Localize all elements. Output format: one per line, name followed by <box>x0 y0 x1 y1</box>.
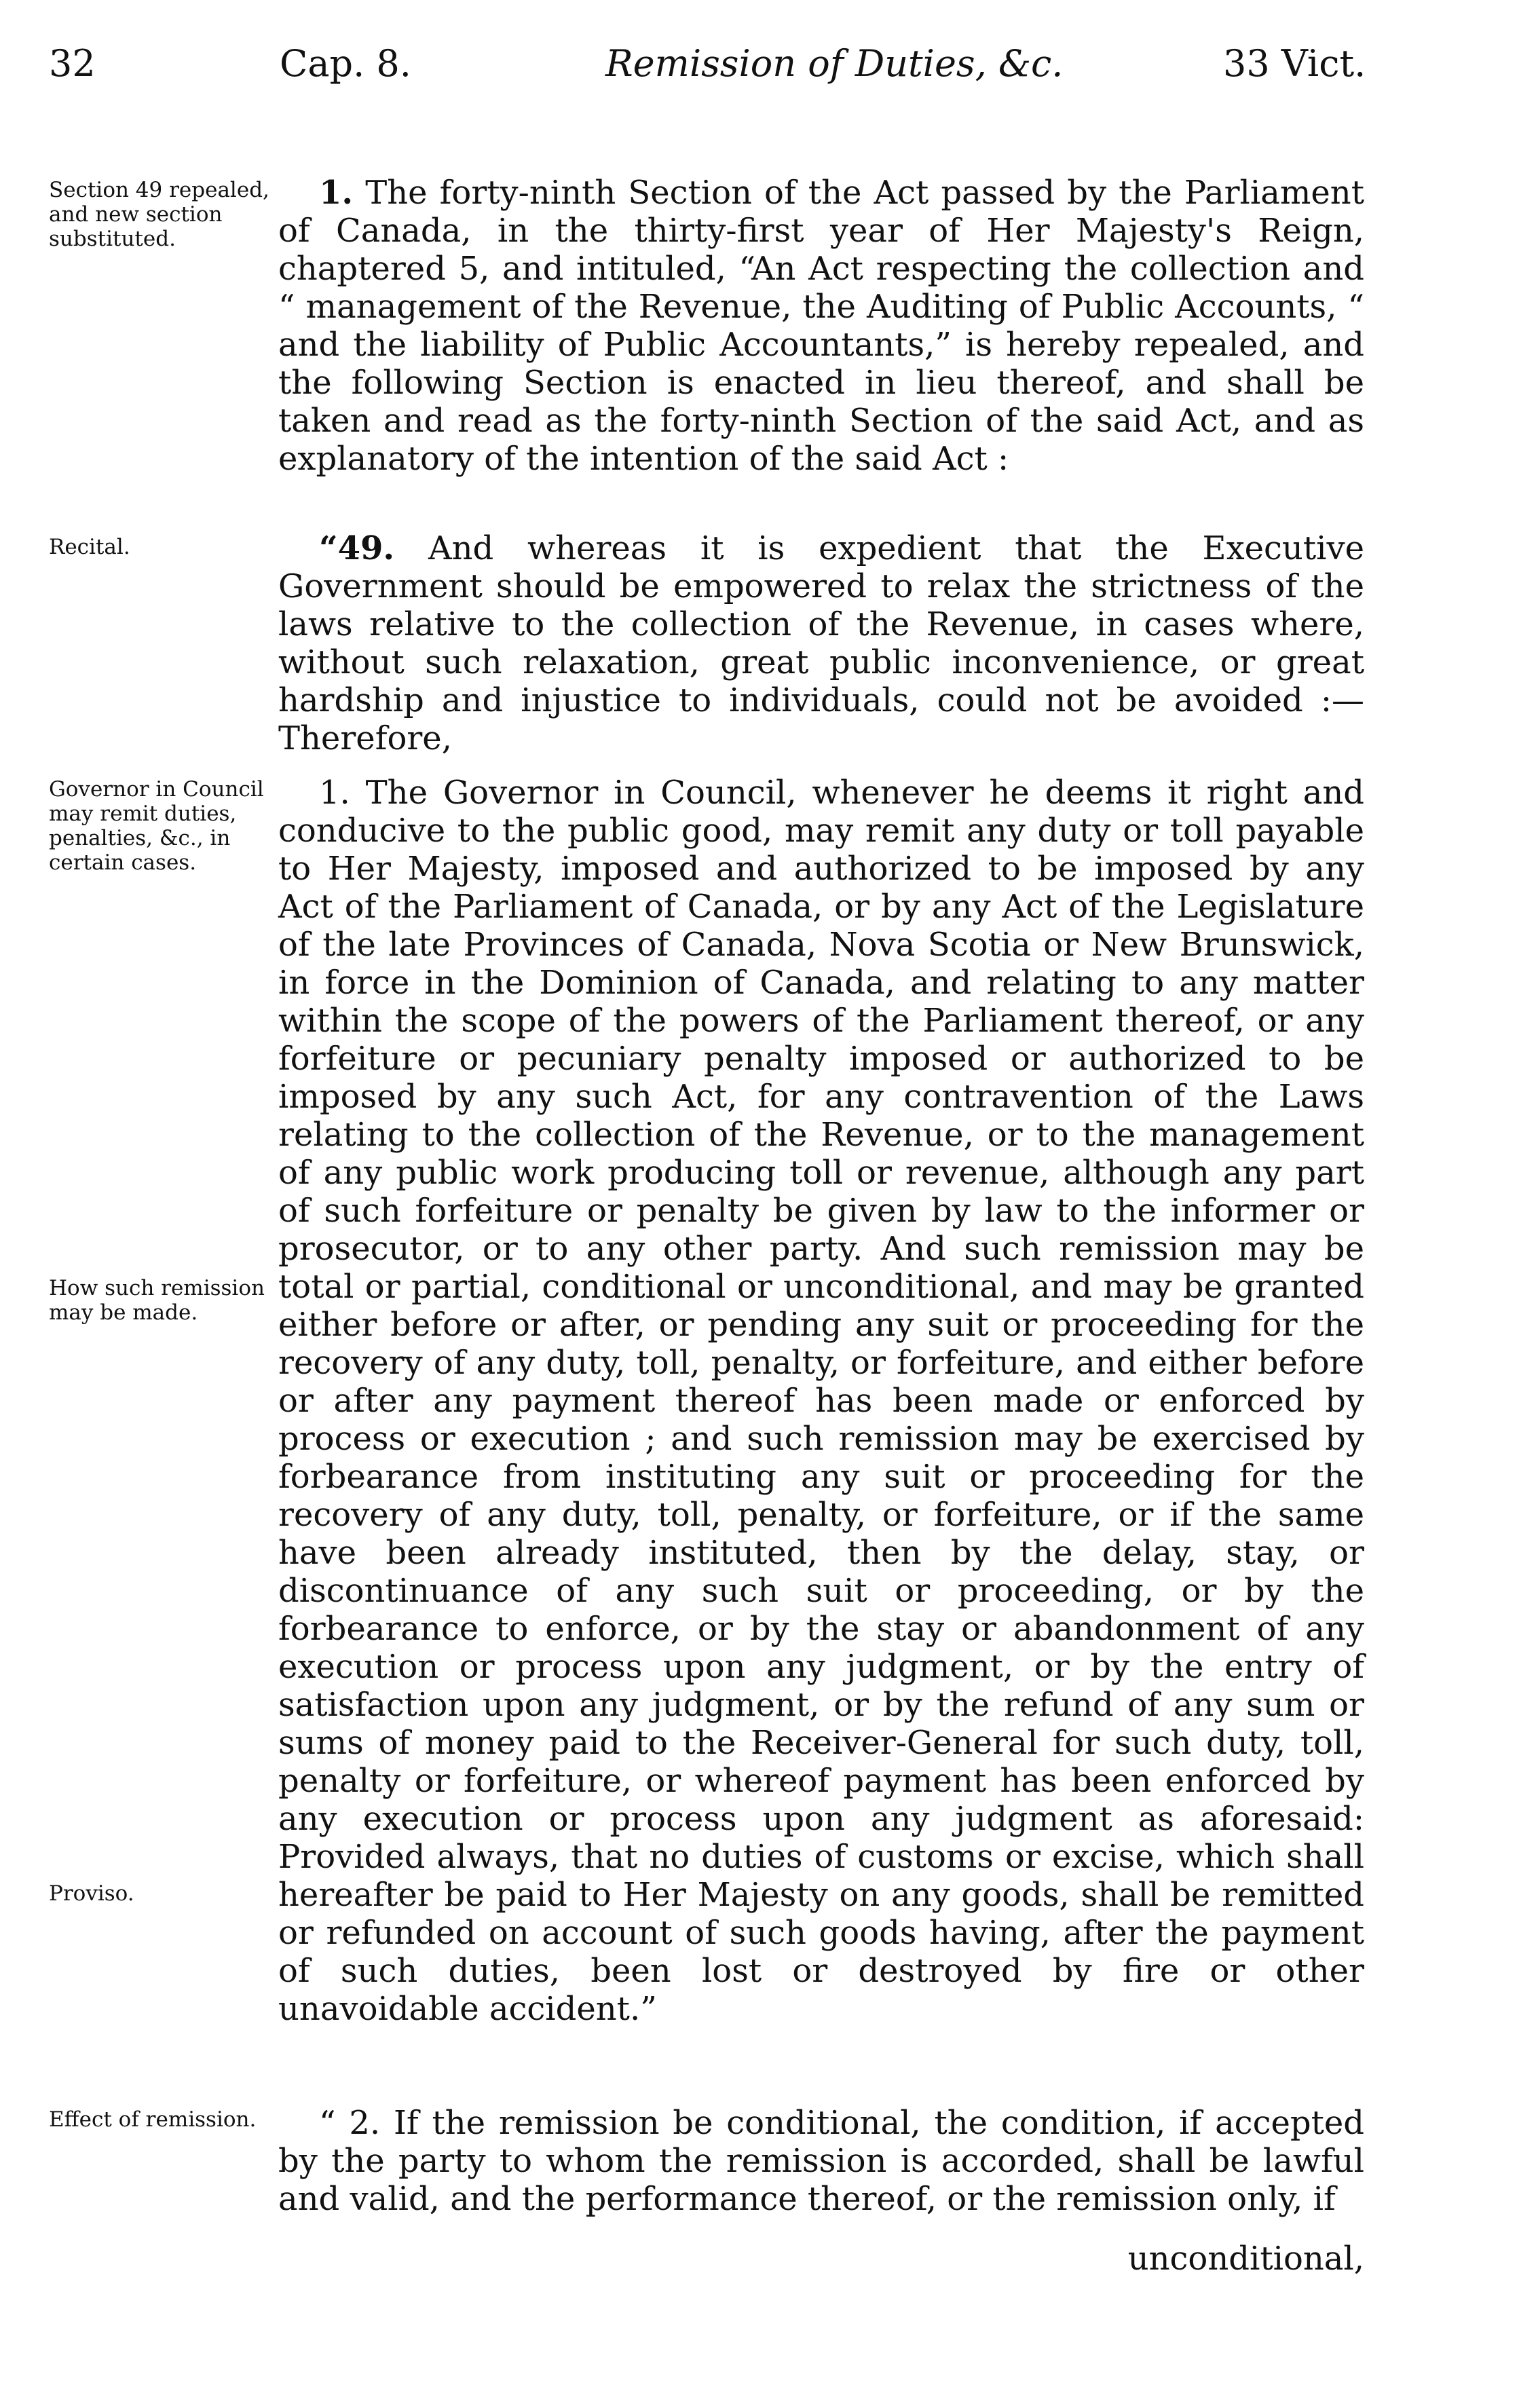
subsection-2 <box>278 2104 1364 2218</box>
section-number: “ 2. <box>319 2104 381 2142</box>
catchword: unconditional, <box>1127 2240 1364 2278</box>
running-header <box>49 42 1372 96</box>
margin-note-section-49: Section 49 repealed, and new section substituted. <box>49 178 269 251</box>
margin-note-governor: Governor in Council may remit duties, penalties, &c., in certain cases. <box>49 777 264 875</box>
section-text: If the remission be conditional, the condition, if accepted by the party to whom the remission is accorded, shall be lawful and valid, and the performance thereof, or the remission only, if <box>278 2104 1365 2218</box>
section-number: 1. <box>319 174 354 212</box>
subsection-1 <box>278 774 1364 2028</box>
running-title: Remission of Duties, &c. <box>605 42 1064 85</box>
section-49-recital <box>278 529 1364 757</box>
margin-note-effect: Effect of remission. <box>49 2107 257 2132</box>
section-text: The forty-ninth Section of the Act passed by the Parliament of Canada, in the thirty-first year of Her Majesty's Reign, chaptered 5, and intituled, “An Act respecting the collection and “ management of the Revenue, the Auditing of Public Accounts, “ and the liability of Public Accountants,” is hereby repealed, and the following Section is enacted in lieu thereof, and shall be taken and read as the forty-ninth Section of the said Act, and as explanatory of the intention of the said Act : <box>278 174 1364 478</box>
regnal-year: 33 Vict. <box>1223 42 1366 85</box>
page-number: 32 <box>49 42 96 85</box>
margin-note-proviso: Proviso. <box>49 1881 134 1906</box>
section-number: 1. <box>319 774 350 812</box>
margin-note-how-remission: How such remission may be made. <box>49 1276 265 1325</box>
margin-note-recital: Recital. <box>49 535 130 559</box>
chapter-label: Cap. 8. <box>280 42 411 85</box>
section-number: “49. <box>319 529 395 567</box>
section-1 <box>278 174 1364 478</box>
section-text: And whereas it is expedient that the Executive Government should be empowered to relax the strictness of the laws relative to the collection of the Revenue, in cases where, without such relaxation, great public inconvenience, or great hardship and injustice to individuals, could not be avoided :—Therefore, <box>278 529 1364 757</box>
section-text: The Governor in Council, whenever he deems it right and conducive to the public good, may remit any duty or toll payable to Her Majesty, imposed and authorized to be imposed by any Act of the Parliament of Canada, or by any Act of the Legislature of the late Provinces of Canada, Nova Scotia or New Brunswick, in force in the Dominion of Canada, and relating to any matter within the scope of the powers of the Parliament thereof, or any forfeiture or pecuniary penalty imposed or authorized to be imposed by any such Act, for any contravention of the Laws relating to the collection of the Revenue, or to the management of any public work producing toll or revenue, although any part of such forfeiture or penalty be given by law to the informer or prosecutor, or to any other party. And such remission may be total or partial, conditional or unconditional, and may be granted either before or after, or pending any suit or proceeding for the recovery of any duty, toll, penalty, or forfeiture, and either before or after any payment thereof has been made or enforced by process or execution ; and such remission may be exercised by forbearance from instituting any suit or proceeding for the recovery of any duty, toll, penalty, or forfeiture, or if the same have been already instituted, then by the delay, stay, or discontinuance of any such suit or proceeding, or by the forbearance to enforce, or by the stay or abandonment of any execution or process upon any judgment, or by the entry of satisfaction upon any judgment, or by the refund of any sum or sums of money paid to the Receiver-General for such duty, toll, penalty or forfeiture, or whereof payment has been enforced by any execution or process upon any judgment as aforesaid: Provided always, that no duties of customs or excise, which shall hereafter be paid to Her Majesty on any goods, shall be remitted or refunded on account of such goods having, after the payment of such duties, been lost or destroyed by fire or other unavoidable accident.” <box>278 774 1365 2028</box>
